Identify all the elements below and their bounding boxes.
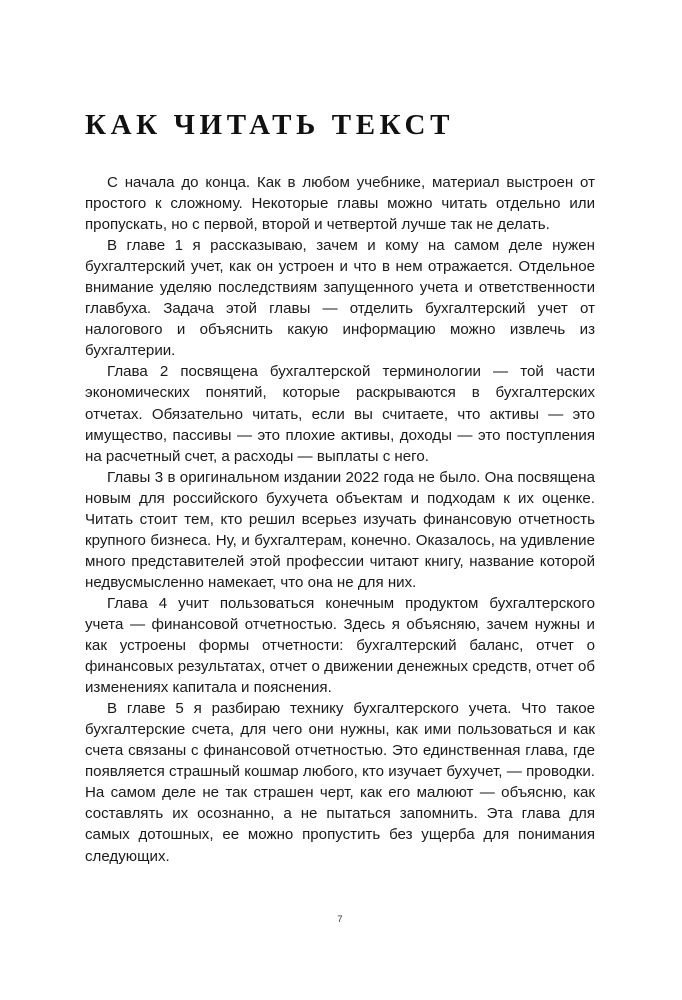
page-number: 7 [337,914,343,925]
paragraph-chapter-1: В главе 1 я рассказываю, зачем и кому на самом деле нужен бухгалтерский учет, как он устроен и что в нем отражается. Отдельное внимание уделяю последствиям запущенного учета и ответственности главбуха. Задача этой главы — отделить бухгалтерский учет от налогового и объяснить какую информацию можно извлечь из бухгалтерии. [85,237,595,360]
paragraph-intro: С начала до конца. Как в любом учебнике, материал выстроен от простого к сложному. Некоторые главы можно читать отдельно или пропускать, но с первой, второй и четвертой лучше так не делать. [85,174,595,234]
page-content [85,0,595,867]
paragraph-chapter-5: В главе 5 я разбираю технику бухгалтерского учета. Что такое бухгалтерские счета, для чего они нужны, как ими пользоваться и как счета связаны с финансовой отчетностью. Это единственная глава, где появляется страшный кошмар любого, кто изучает бухучет, — проводки. На самом деле не так страшен черт, как его малюют — объясню, как составлять их осознанно, а не пытаться запомнить. Эта глава для самых дотошных, ее можно пропустить без ущерба для понимания следующих. [85,700,595,865]
paragraph-chapter-4: Глава 4 учит пользоваться конечным продуктом бухгалтерского учета — финансовой отчетностью. Здесь я объясняю, зачем нужны и как устроены формы отчетности: бухгалтерский баланс, отчет о финансовых результатах, отчет о движении денежных средств, отчет об изменениях капитала и пояснения. [85,594,595,697]
page-title: КАК ЧИТАТЬ ТЕКСТ [85,109,455,141]
body-text-block [85,172,595,867]
paragraph-chapter-3: Главы 3 в оригинальном издании 2022 года не было. Она посвящена новым для российского бухучета объектам и подходам к их оценке. Читать стоит тем, кто решил всерьез изучать финансовую отчетность крупного бизнеса. Ну, и бухгалтерам, конечно. Оказалось, на удивление много представителей этой профессии читают книгу, название которой недвусмысленно намекает, что она не для них. [85,468,595,591]
paragraph-chapter-2: Глава 2 посвящена бухгалтерской терминологии — той части экономических понятий, которые раскрываются в бухгалтерских отчетах. Обязательно читать, если вы считаете, что активы — это имущество, пассивы — это плохие активы, доходы — это поступления на расчетный счет, а расходы — выплаты с него. [85,363,595,465]
